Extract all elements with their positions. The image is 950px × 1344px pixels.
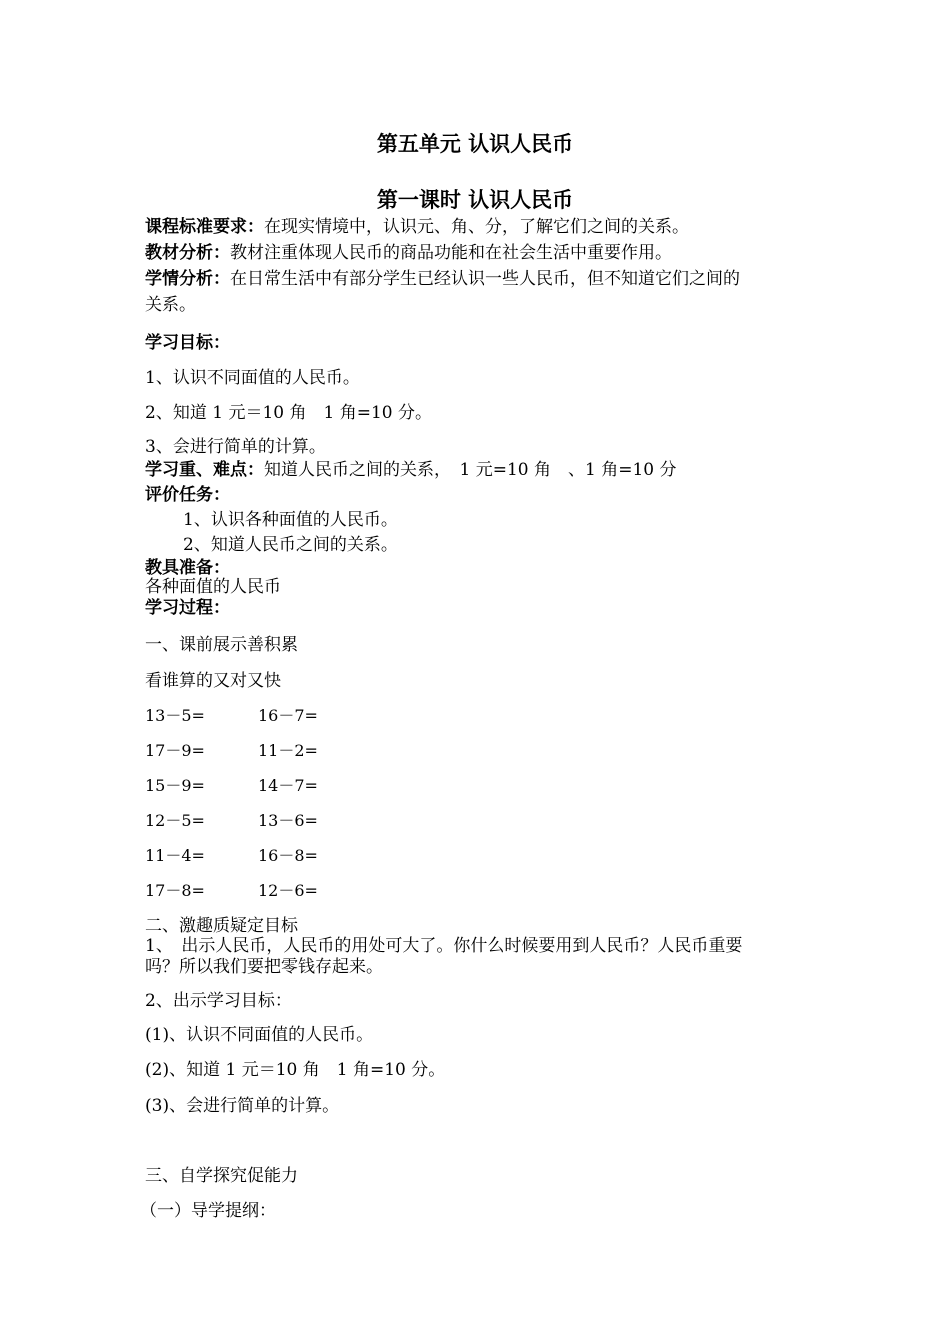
equation-row	[145, 810, 371, 832]
standard-label: 课程标准要求：	[145, 217, 264, 237]
goals-label: 学习目标：	[145, 333, 230, 353]
learner-text: 在日常生活中有部分学生已经认识一些人民币，但不知道它们之间的	[230, 269, 740, 289]
section-3-subheading: （一）导学提纲：	[140, 1201, 276, 1221]
equation: 13－6=	[258, 811, 318, 830]
lesson-title: 第一课时 认识人民币	[376, 188, 574, 212]
equation: 11－2=	[258, 741, 318, 760]
section-2-goal-item: (1)、认识不同面值的人民币。	[145, 1025, 374, 1045]
equation-row	[145, 705, 371, 727]
tools-label: 教具准备：	[145, 558, 230, 578]
section-3-heading: 三、自学探究促能力	[145, 1166, 298, 1186]
material-text: 教材注重体现人民币的商品功能和在社会生活中重要作用。	[230, 243, 672, 263]
tools-text: 各种面值的人民币	[145, 577, 281, 597]
equation: 16－7=	[258, 706, 318, 725]
key-points-text: 知道人民币之间的关系， 1 元=10 角 、1 角=10 分	[264, 460, 677, 480]
equation-row	[145, 775, 371, 797]
equation: 12－5=	[145, 811, 205, 830]
section-2-paragraph-cont: 吗？所以我们要把零钱存起来。	[145, 957, 383, 977]
equation: 15－9=	[145, 776, 205, 795]
evaluation-item: 2、知道人民币之间的关系。	[183, 535, 398, 555]
equation-row	[145, 880, 371, 902]
equation-row	[145, 845, 371, 867]
section-1-heading: 一、课前展示善积累	[145, 635, 298, 655]
evaluation-label: 评价任务：	[145, 485, 230, 505]
key-points-label: 学习重、难点：	[145, 460, 264, 480]
standard-text: 在现实情境中，认识元、角、分，了解它们之间的关系。	[264, 217, 689, 237]
section-1-subheading: 看谁算的又对又快	[145, 671, 281, 691]
section-2-heading: 二、激趣质疑定目标	[145, 916, 298, 936]
learner-line	[145, 268, 740, 290]
unit-title: 第五单元 认识人民币	[376, 132, 574, 156]
equation: 17－8=	[145, 881, 205, 900]
section-2-goal-item: (2)、知道 1 元＝10 角 1 角=10 分。	[145, 1060, 446, 1080]
material-line	[145, 242, 672, 264]
equation: 12－6=	[258, 881, 318, 900]
goal-item: 2、知道 1 元＝10 角 1 角=10 分。	[145, 403, 432, 423]
equation-row	[145, 740, 371, 762]
material-label: 教材分析：	[145, 243, 230, 263]
key-points-line	[145, 459, 677, 481]
equation: 16－8=	[258, 846, 318, 865]
goal-item: 1、认识不同面值的人民币。	[145, 368, 360, 388]
process-label: 学习过程：	[145, 598, 230, 618]
standard-line	[145, 216, 689, 238]
equation: 14－7=	[258, 776, 318, 795]
section-2-goals-heading: 2、出示学习目标：	[145, 991, 292, 1011]
learner-line-2: 关系。	[145, 295, 196, 315]
equation: 17－9=	[145, 741, 205, 760]
goal-item: 3、会进行简单的计算。	[145, 437, 326, 457]
section-2-paragraph: 1、 出示人民币，人民币的用处可大了。你什么时候要用到人民币？人民币重要	[145, 936, 743, 956]
equation: 13－5=	[145, 706, 205, 725]
equation: 11－4=	[145, 846, 205, 865]
section-2-goal-item: (3)、会进行简单的计算。	[145, 1096, 340, 1116]
learner-label: 学情分析：	[145, 269, 230, 289]
evaluation-item: 1、认识各种面值的人民币。	[183, 510, 398, 530]
